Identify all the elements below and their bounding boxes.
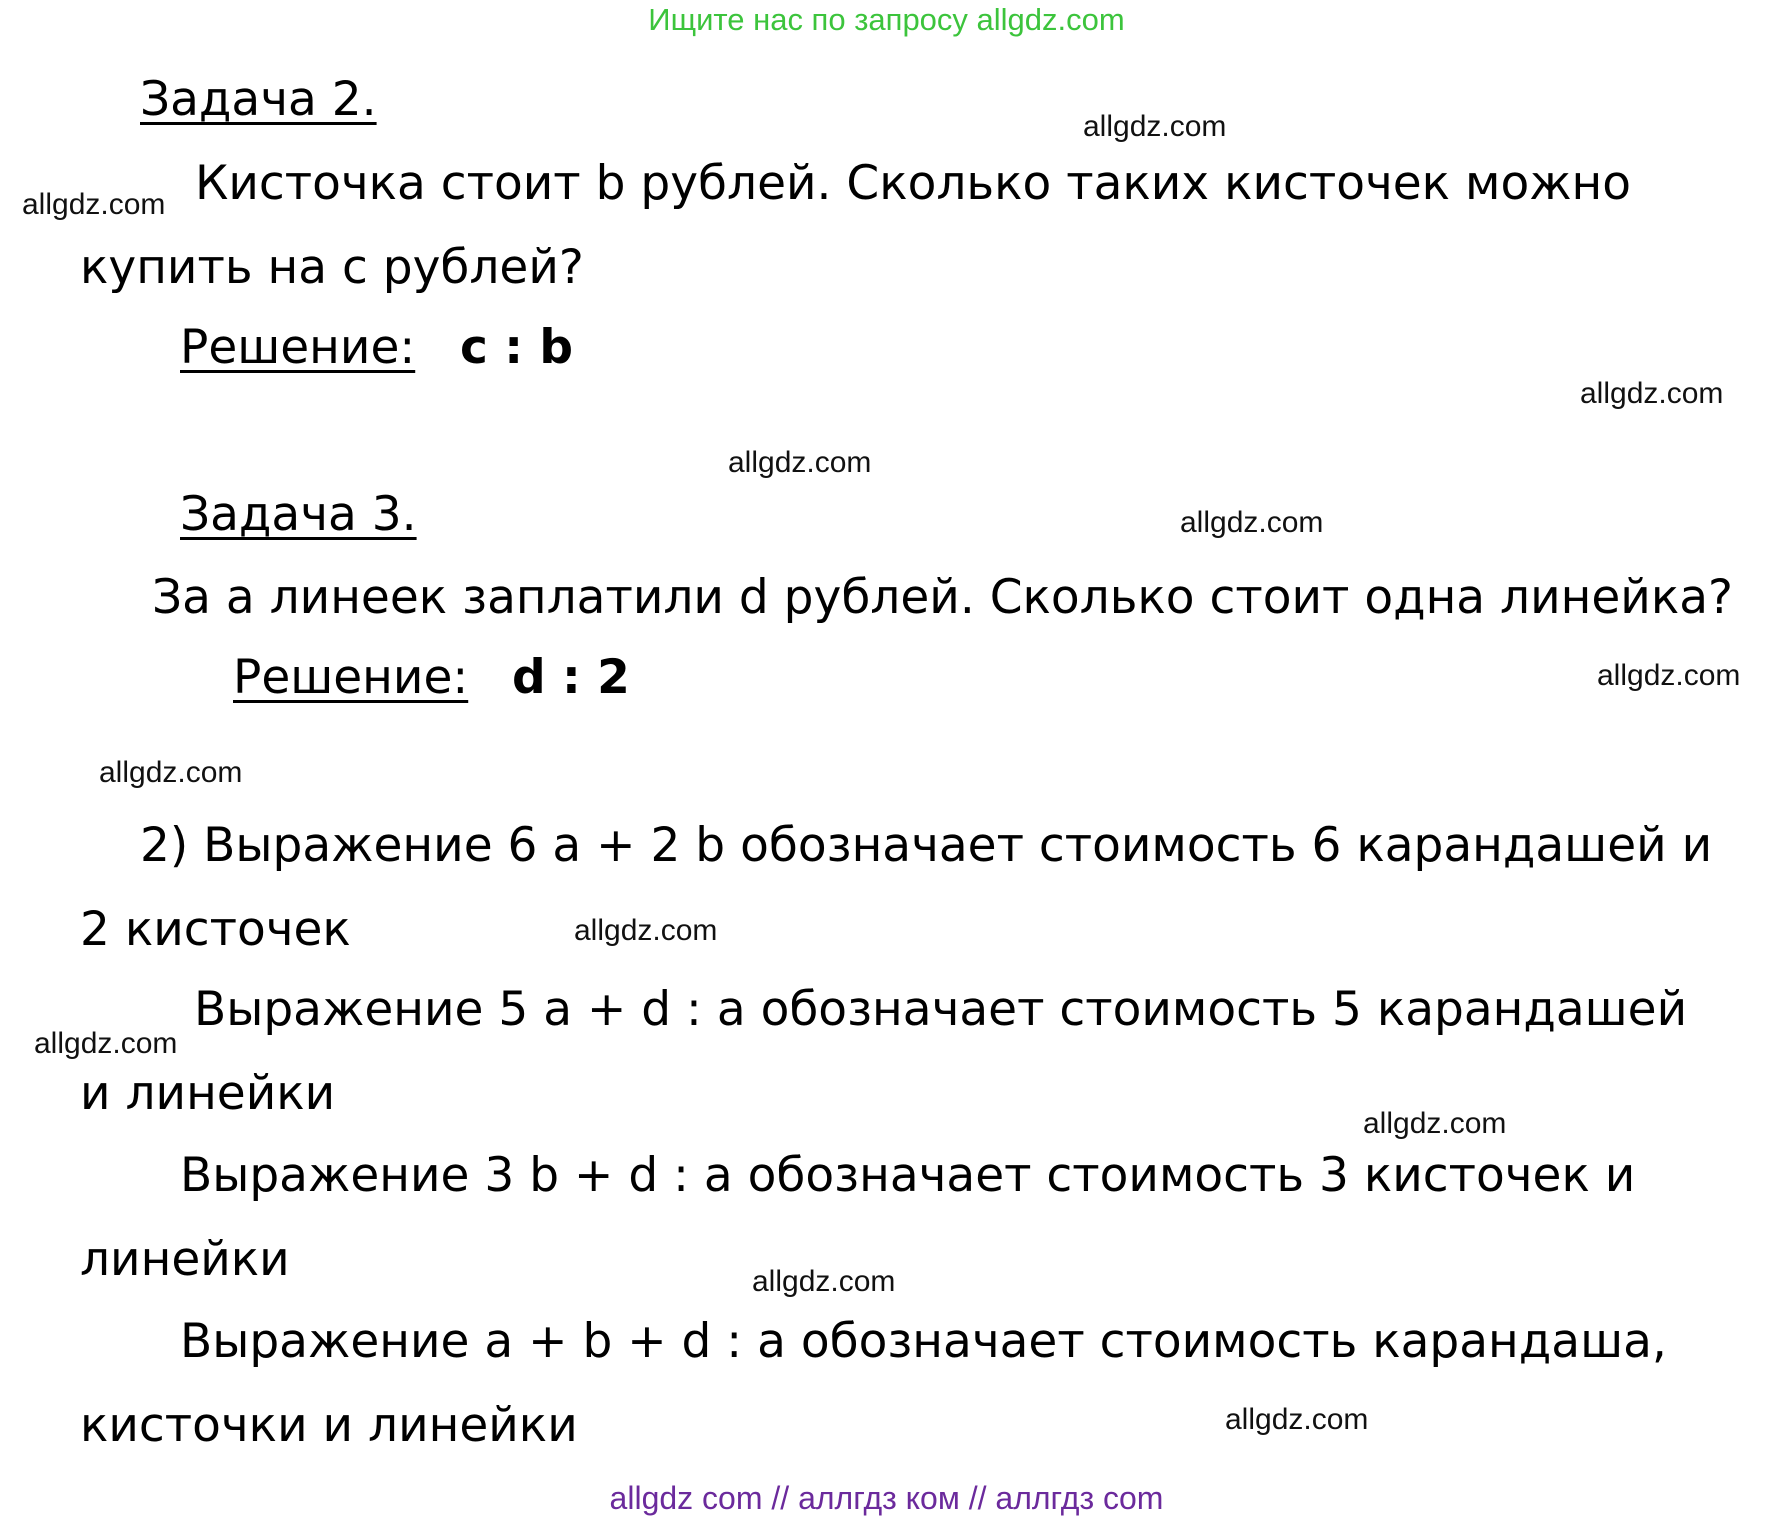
watermark: allgdz.com (728, 446, 872, 479)
task3-heading: Задача 3. (180, 487, 417, 542)
watermark: allgdz.com (752, 1265, 896, 1298)
task2-line2: купить на с рублей? (80, 240, 584, 295)
watermark: allgdz.com (1180, 506, 1324, 539)
watermark: allgdz.com (1083, 110, 1227, 143)
part2-item1-line1: 2) Выражение 6 а + 2 b обозначает стоимость 6 карандашей и (140, 818, 1713, 873)
part2-item3-line2: линейки (80, 1232, 290, 1287)
top-banner: Ищите нас по запросу allgdz.com (648, 2, 1125, 37)
task3-solution-value: d : 2 (512, 650, 630, 705)
task2-heading: Задача 2. (140, 72, 377, 127)
watermark: allgdz.com (99, 756, 243, 789)
task3-solution-label: Решение: (233, 650, 469, 705)
bottom-banner: allgdz com // аллгдз ком // аллгдз com (609, 1480, 1164, 1516)
part2-item4-line1: Выражение а + b + d : а обозначает стоимость карандаша, (180, 1314, 1667, 1369)
task2-solution-label: Решение: (180, 320, 416, 375)
task2-line1: Кисточка стоит b рублей. Сколько таких кисточек можно (195, 156, 1632, 211)
watermark: allgdz.com (1225, 1403, 1369, 1436)
task3-line1: За а линеек заплатили d рублей. Сколько стоит одна линейка? (152, 570, 1733, 625)
part2-item3-line1: Выражение 3 b + d : а обозначает стоимость 3 кисточек и (180, 1148, 1636, 1203)
part2-item2-line1: Выражение 5 а + d : а обозначает стоимость 5 карандашей (194, 982, 1688, 1037)
watermark: allgdz.com (1580, 377, 1724, 410)
watermark: allgdz.com (1363, 1107, 1507, 1140)
part2-item2-line2: и линейки (80, 1066, 336, 1121)
task2-solution-value: c : b (460, 320, 574, 375)
watermark: allgdz.com (34, 1027, 178, 1060)
part2-item1-line2: 2 кисточек (80, 902, 351, 957)
part2-item4-line2: кисточки и линейки (80, 1398, 578, 1453)
watermark: allgdz.com (574, 914, 718, 947)
watermark: allgdz.com (22, 188, 166, 221)
watermark: allgdz.com (1597, 659, 1741, 692)
